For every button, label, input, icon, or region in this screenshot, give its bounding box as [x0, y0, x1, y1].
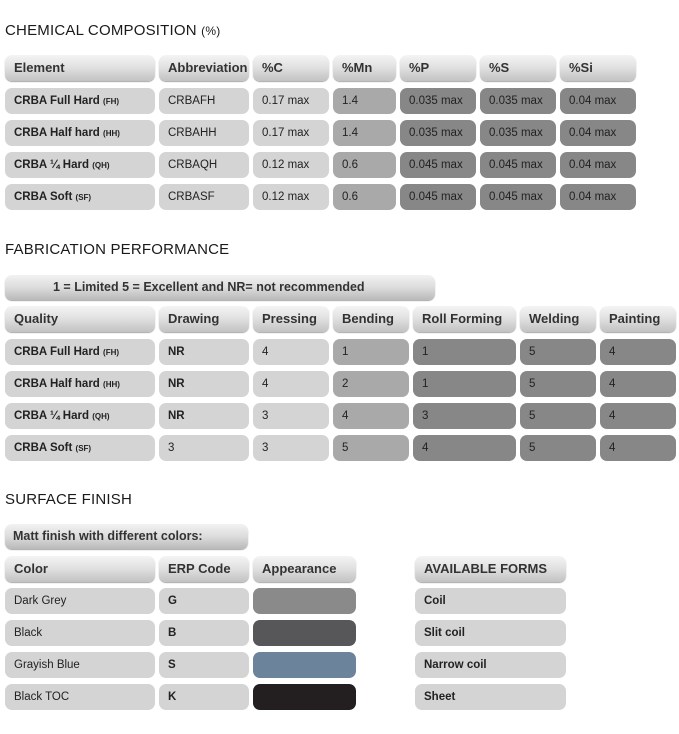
surface-row-code: K [159, 684, 249, 710]
chem-header-element: Element [5, 55, 155, 81]
surface-row-code: S [159, 652, 249, 678]
chem-row-s: 0.045 max [480, 184, 556, 210]
chem-row-c: 0.17 max [253, 88, 329, 114]
chemical-title-text: CHEMICAL COMPOSITION [5, 22, 197, 39]
fab-row-quality [5, 435, 155, 461]
surface-row-color: Grayish Blue [5, 652, 155, 678]
fab-row-painting: 4 [600, 435, 676, 461]
chem-row-p: 0.035 max [400, 88, 476, 114]
fab-row-drawing: NR [159, 371, 249, 397]
surface-row-color: Dark Grey [5, 588, 155, 614]
chem-row-element [5, 152, 155, 178]
fab-row-drawing: NR [159, 339, 249, 365]
quality-name: CRBA Full Hard [14, 346, 100, 358]
chem-row-s: 0.035 max [480, 88, 556, 114]
surface-header-color: Color [5, 556, 155, 582]
element-tag: (SF) [75, 193, 92, 202]
chem-row-si: 0.04 max [560, 88, 636, 114]
chem-row-element [5, 184, 155, 210]
surface-row-color: Black [5, 620, 155, 646]
fab-row-drawing: 3 [159, 435, 249, 461]
color-swatch [253, 588, 356, 614]
surface-finish-subtitle: Matt finish with different colors: [5, 524, 248, 549]
available-forms-header: AVAILABLE FORMS [415, 556, 566, 582]
fab-row-welding: 5 [520, 435, 596, 461]
quality-name: CRBA Half hard [14, 378, 100, 390]
fab-header-bending: Bending [333, 306, 409, 332]
element-name: CRBA ¼ Hard [14, 159, 89, 171]
chem-row-s: 0.045 max [480, 152, 556, 178]
fab-row-bending: 2 [333, 371, 409, 397]
chem-row-abbr: CRBASF [159, 184, 249, 210]
surface-row-code: G [159, 588, 249, 614]
element-name: CRBA Full Hard [14, 95, 100, 107]
quality-tag: (HH) [103, 380, 120, 389]
form-item: Slit coil [415, 620, 566, 646]
fab-row-roll-forming: 4 [413, 435, 516, 461]
chem-row-c: 0.12 max [253, 184, 329, 210]
quality-tag: (SF) [75, 444, 92, 453]
chem-row-element [5, 88, 155, 114]
fab-header-pressing: Pressing [253, 306, 329, 332]
fab-header-welding: Welding [520, 306, 596, 332]
form-item: Coil [415, 588, 566, 614]
fab-row-bending: 1 [333, 339, 409, 365]
fab-row-quality [5, 371, 155, 397]
chem-header-p: %P [400, 55, 476, 81]
chem-row-mn: 1.4 [333, 88, 396, 114]
fab-row-quality [5, 403, 155, 429]
fab-row-painting: 4 [600, 403, 676, 429]
chem-row-si: 0.04 max [560, 120, 636, 146]
form-item: Sheet [415, 684, 566, 710]
fab-row-welding: 5 [520, 371, 596, 397]
chem-row-element [5, 120, 155, 146]
fab-row-quality [5, 339, 155, 365]
form-item: Narrow coil [415, 652, 566, 678]
element-name: CRBA Half hard [14, 127, 100, 139]
color-swatch [253, 684, 356, 710]
chem-header-si: %Si [560, 55, 636, 81]
surface-row-color: Black TOC [5, 684, 155, 710]
chem-header-abbreviation: Abbreviation [159, 55, 249, 81]
fab-row-bending: 5 [333, 435, 409, 461]
color-swatch [253, 620, 356, 646]
chemical-composition-title [5, 22, 220, 39]
quality-tag: (FH) [103, 348, 120, 357]
chem-header-mn: %Mn [333, 55, 396, 81]
fab-header-quality: Quality [5, 306, 155, 332]
chem-row-s: 0.035 max [480, 120, 556, 146]
surface-finish-title: SURFACE FINISH [5, 491, 132, 508]
fabrication-legend: 1 = Limited 5 = Excellent and NR= not recommended [5, 275, 435, 300]
element-tag: (HH) [103, 129, 120, 138]
fab-row-painting: 4 [600, 371, 676, 397]
surface-row-code: B [159, 620, 249, 646]
fab-row-pressing: 3 [253, 435, 329, 461]
chem-row-si: 0.04 max [560, 152, 636, 178]
fab-row-painting: 4 [600, 339, 676, 365]
fab-row-welding: 5 [520, 403, 596, 429]
fab-row-pressing: 4 [253, 371, 329, 397]
fab-row-roll-forming: 1 [413, 339, 516, 365]
surface-header-erp-code: ERP Code [159, 556, 249, 582]
chemical-title-unit: (%) [201, 24, 221, 38]
fab-row-pressing: 3 [253, 403, 329, 429]
quality-name: CRBA Soft [14, 442, 73, 454]
chem-row-mn: 1.4 [333, 120, 396, 146]
fab-header-painting: Painting [600, 306, 676, 332]
chem-row-abbr: CRBAFH [159, 88, 249, 114]
fab-row-roll-forming: 1 [413, 371, 516, 397]
fab-row-pressing: 4 [253, 339, 329, 365]
fab-row-roll-forming: 3 [413, 403, 516, 429]
color-swatch [253, 652, 356, 678]
chem-row-abbr: CRBAQH [159, 152, 249, 178]
fab-header-drawing: Drawing [159, 306, 249, 332]
element-name: CRBA Soft [14, 191, 73, 203]
chem-row-abbr: CRBAHH [159, 120, 249, 146]
chem-header-s: %S [480, 55, 556, 81]
chem-row-c: 0.17 max [253, 120, 329, 146]
fab-row-welding: 5 [520, 339, 596, 365]
fab-header-roll-forming: Roll Forming [413, 306, 516, 332]
quality-name: CRBA ¼ Hard [14, 410, 89, 422]
fab-row-drawing: NR [159, 403, 249, 429]
fab-row-bending: 4 [333, 403, 409, 429]
fabrication-title: FABRICATION PERFORMANCE [5, 241, 230, 258]
element-tag: (FH) [103, 97, 120, 106]
chem-row-mn: 0.6 [333, 152, 396, 178]
surface-header-appearance: Appearance [253, 556, 356, 582]
chem-header-c: %C [253, 55, 329, 81]
element-tag: (QH) [92, 161, 110, 170]
chem-row-p: 0.045 max [400, 184, 476, 210]
chem-row-p: 0.035 max [400, 120, 476, 146]
chem-row-p: 0.045 max [400, 152, 476, 178]
chem-row-si: 0.04 max [560, 184, 636, 210]
quality-tag: (QH) [92, 412, 110, 421]
chem-row-mn: 0.6 [333, 184, 396, 210]
chem-row-c: 0.12 max [253, 152, 329, 178]
